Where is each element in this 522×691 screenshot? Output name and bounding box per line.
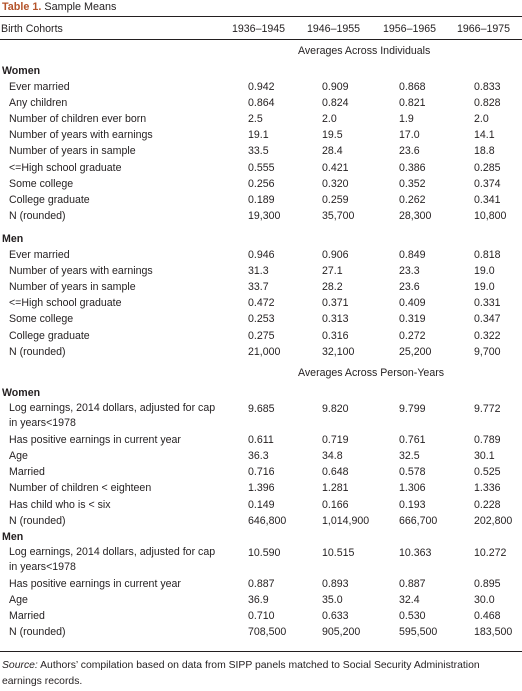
cell-value: 0.833: [474, 81, 501, 93]
table-row: [2, 95, 522, 111]
cell-value: 36.3: [248, 450, 269, 463]
cell-value: 10.515: [322, 547, 355, 559]
table-row: [2, 328, 522, 344]
cell-value: 9.685: [248, 403, 275, 415]
cell-value: 202,800: [474, 514, 513, 527]
cell-value: 0.525: [474, 466, 501, 479]
cell-value: 0.347: [474, 313, 501, 326]
row-label: Married: [9, 610, 45, 623]
cell-value: 0.275: [248, 329, 275, 342]
table-row: [2, 192, 522, 208]
table-row: [2, 513, 522, 529]
cell-value: 9.820: [322, 403, 349, 415]
table-title-text: Sample Means: [44, 1, 117, 13]
column-header-label: Birth Cohorts: [1, 23, 63, 35]
cell-value: 32.5: [399, 450, 420, 463]
cell-value: 1.396: [248, 482, 275, 495]
cell-value: 666,700: [399, 514, 438, 527]
cell-value: 0.761: [399, 434, 426, 447]
cell-value: 21,000: [248, 345, 281, 358]
cell-value: 0.716: [248, 466, 275, 479]
table-row: [2, 432, 522, 448]
source-note: [2, 658, 520, 690]
row-label: N (rounded): [9, 345, 66, 358]
table-row: [2, 592, 522, 608]
table-number: Table 1.: [2, 1, 42, 13]
column-header-cohort-2: 1946–1955: [307, 23, 361, 35]
cell-value: 33.5: [248, 145, 269, 158]
cell-value: 0.352: [399, 177, 426, 190]
cell-value: 0.319: [399, 313, 426, 326]
table-title: [2, 0, 116, 14]
cell-value: 0.386: [399, 161, 426, 174]
row-label: Log earnings, 2014 dollars, adjusted for cap in years<1978: [9, 402, 216, 429]
cell-value: 0.611: [248, 434, 274, 447]
group-label: Men: [2, 531, 24, 543]
cell-value: 1.306: [399, 482, 426, 495]
section-caption: Averages Across Individuals: [298, 45, 431, 57]
cell-value: 708,500: [248, 626, 287, 639]
cell-value: 0.322: [474, 329, 501, 342]
cell-value: 35,700: [322, 209, 355, 222]
table-row: [2, 295, 522, 311]
table-row: [2, 160, 522, 176]
cell-value: 0.530: [399, 610, 426, 623]
cell-value: 19.0: [474, 281, 495, 294]
row-label: Has positive earnings in current year: [9, 578, 181, 591]
table-row: [2, 111, 522, 127]
cell-value: 9.772: [474, 403, 501, 415]
cell-value: 28.2: [322, 281, 343, 294]
cell-value: 0.253: [248, 313, 275, 326]
cell-value: 0.887: [399, 578, 426, 591]
table-row: [2, 344, 522, 360]
cell-value: 0.189: [248, 193, 275, 206]
cell-value: 0.472: [248, 297, 275, 310]
cell-value: 0.578: [399, 466, 426, 479]
cell-value: 23.6: [399, 145, 420, 158]
column-header-cohort-1: 1936–1945: [232, 23, 286, 35]
cell-value: 0.331: [474, 297, 501, 310]
cell-value: 0.316: [322, 329, 349, 342]
cell-value: 0.821: [399, 97, 426, 110]
cell-value: 0.946: [248, 249, 275, 261]
cell-value: 0.341: [474, 193, 501, 206]
cell-value: 0.893: [322, 578, 349, 591]
cell-value: 0.633: [322, 610, 349, 623]
cell-value: 23.6: [399, 281, 420, 294]
cell-value: 0.149: [248, 498, 275, 511]
cell-value: 1.281: [322, 482, 349, 495]
cell-value: 0.555: [248, 161, 275, 174]
table-row: [2, 208, 522, 224]
cell-value: 32.4: [399, 594, 420, 607]
row-label: Age: [9, 450, 28, 463]
row-label: Married: [9, 466, 45, 479]
cell-value: 1.336: [474, 482, 501, 495]
cell-value: 19.5: [322, 129, 343, 142]
cell-value: 10.363: [399, 547, 432, 559]
cell-value: 19.0: [474, 265, 495, 278]
cell-value: 0.942: [248, 81, 275, 93]
cell-value: 33.7: [248, 281, 269, 294]
row-label: N (rounded): [9, 514, 66, 527]
cell-value: 28.4: [322, 145, 343, 158]
cell-value: 0.374: [474, 177, 501, 190]
cell-value: 0.166: [322, 498, 349, 511]
cell-value: 0.320: [322, 177, 349, 190]
cell-value: 30.1: [474, 450, 495, 463]
table-row: [2, 143, 522, 159]
cell-value: 34.8: [322, 450, 343, 463]
cell-value: 18.8: [474, 145, 495, 158]
group-label: Women: [2, 65, 41, 77]
row-label: Number of years with earnings: [9, 265, 153, 278]
table-row: [2, 401, 522, 429]
cell-value: 10,800: [474, 209, 507, 222]
row-label: Number of years in sample: [9, 281, 136, 294]
cell-value: 19.1: [248, 129, 269, 142]
top-rule: [0, 16, 522, 17]
row-label: N (rounded): [9, 626, 66, 639]
cell-value: 27.1: [322, 265, 343, 278]
cell-value: 2.0: [322, 113, 337, 126]
row-label: College graduate: [9, 193, 90, 206]
cell-value: 31.3: [248, 265, 269, 278]
table-row: [2, 576, 522, 592]
cell-value: 0.193: [399, 498, 426, 511]
cell-value: 0.262: [399, 193, 426, 206]
cell-value: 0.648: [322, 466, 349, 479]
table-row: [2, 247, 522, 263]
cell-value: 0.868: [399, 81, 426, 93]
cell-value: 0.719: [322, 434, 349, 447]
row-label: Number of children < eighteen: [9, 482, 152, 495]
cell-value: 30.0: [474, 594, 495, 607]
cell-value: 28,300: [399, 209, 432, 222]
cell-value: 183,500: [474, 626, 513, 639]
table-row: [2, 448, 522, 464]
cell-value: 0.818: [474, 249, 501, 261]
cell-value: 0.468: [474, 610, 501, 623]
cell-value: 0.228: [474, 498, 501, 511]
cell-value: 905,200: [322, 626, 361, 639]
table-row: [2, 464, 522, 480]
row-label: Ever married: [9, 249, 70, 261]
row-label: N (rounded): [9, 209, 66, 222]
header-rule: [0, 39, 522, 40]
table-row: [2, 263, 522, 279]
cell-value: 17.0: [399, 129, 420, 142]
column-header-cohort-4: 1966–1975: [457, 23, 511, 35]
cell-value: 25,200: [399, 345, 432, 358]
cell-value: 14.1: [474, 129, 495, 142]
row-label: Age: [9, 594, 28, 607]
cell-value: 0.909: [322, 81, 349, 93]
cell-value: 35.0: [322, 594, 343, 607]
row-label: Has child who is < six: [9, 498, 111, 511]
table-row: [2, 176, 522, 192]
cell-value: 36.9: [248, 594, 269, 607]
row-label: <=High school graduate: [9, 161, 122, 174]
source-prefix: Source:: [2, 660, 38, 671]
cell-value: 0.906: [322, 249, 349, 261]
cell-value: 32,100: [322, 345, 355, 358]
cell-value: 0.789: [474, 434, 501, 447]
row-label: Ever married: [9, 81, 70, 93]
table-row: [2, 545, 522, 573]
row-label: Any children: [9, 97, 68, 110]
table-row: [2, 624, 522, 640]
section-caption: Averages Across Person-Years: [298, 367, 445, 379]
cell-value: 10.590: [248, 547, 281, 559]
table-row: [2, 311, 522, 327]
cell-value: 0.828: [474, 97, 501, 110]
cell-value: 0.371: [322, 297, 349, 310]
row-label: Some college: [9, 177, 74, 190]
column-header-cohort-3: 1956–1965: [383, 23, 437, 35]
cell-value: 0.272: [399, 329, 426, 342]
row-label: Some college: [9, 313, 74, 326]
cell-value: 595,500: [399, 626, 438, 639]
bottom-rule: [0, 651, 522, 652]
table-row: [2, 497, 522, 513]
cell-value: 0.256: [248, 177, 275, 190]
cell-value: 0.710: [248, 610, 275, 623]
row-label: <=High school graduate: [9, 297, 122, 310]
group-label: Men: [2, 233, 24, 245]
cell-value: 0.849: [399, 249, 426, 261]
table-row: [2, 480, 522, 496]
cell-value: 23.3: [399, 265, 420, 278]
cell-value: 0.421: [322, 161, 349, 174]
cell-value: 0.824: [322, 97, 349, 110]
row-label: Log earnings, 2014 dollars, adjusted for cap in years<1978: [9, 546, 216, 573]
table-row: [2, 79, 522, 95]
source-text: Authors’ compilation based on data from SIPP panels matched to Social Security Administration earnings records.: [2, 660, 480, 687]
cell-value: 0.285: [474, 161, 501, 174]
cell-value: 0.259: [322, 193, 349, 206]
group-label: Women: [2, 387, 41, 399]
cell-value: 1,014,900: [322, 514, 370, 527]
table-row: [2, 608, 522, 624]
cell-value: 9,700: [474, 345, 501, 358]
table-row: [2, 127, 522, 143]
cell-value: 1.9: [399, 113, 414, 126]
cell-value: 0.895: [474, 578, 501, 591]
row-label: Number of children ever born: [9, 113, 147, 126]
cell-value: 0.864: [248, 97, 275, 110]
cell-value: 10.272: [474, 547, 507, 559]
cell-value: 0.887: [248, 578, 275, 591]
row-label: Has positive earnings in current year: [9, 434, 181, 447]
row-label: College graduate: [9, 329, 90, 342]
cell-value: 2.5: [248, 113, 263, 126]
cell-value: 646,800: [248, 514, 287, 527]
table-row: [2, 279, 522, 295]
cell-value: 0.409: [399, 297, 426, 310]
cell-value: 9.799: [399, 403, 426, 415]
row-label: Number of years with earnings: [9, 129, 153, 142]
cell-value: 19,300: [248, 209, 281, 222]
cell-value: 2.0: [474, 113, 489, 126]
row-label: Number of years in sample: [9, 145, 136, 158]
cell-value: 0.313: [322, 313, 349, 326]
